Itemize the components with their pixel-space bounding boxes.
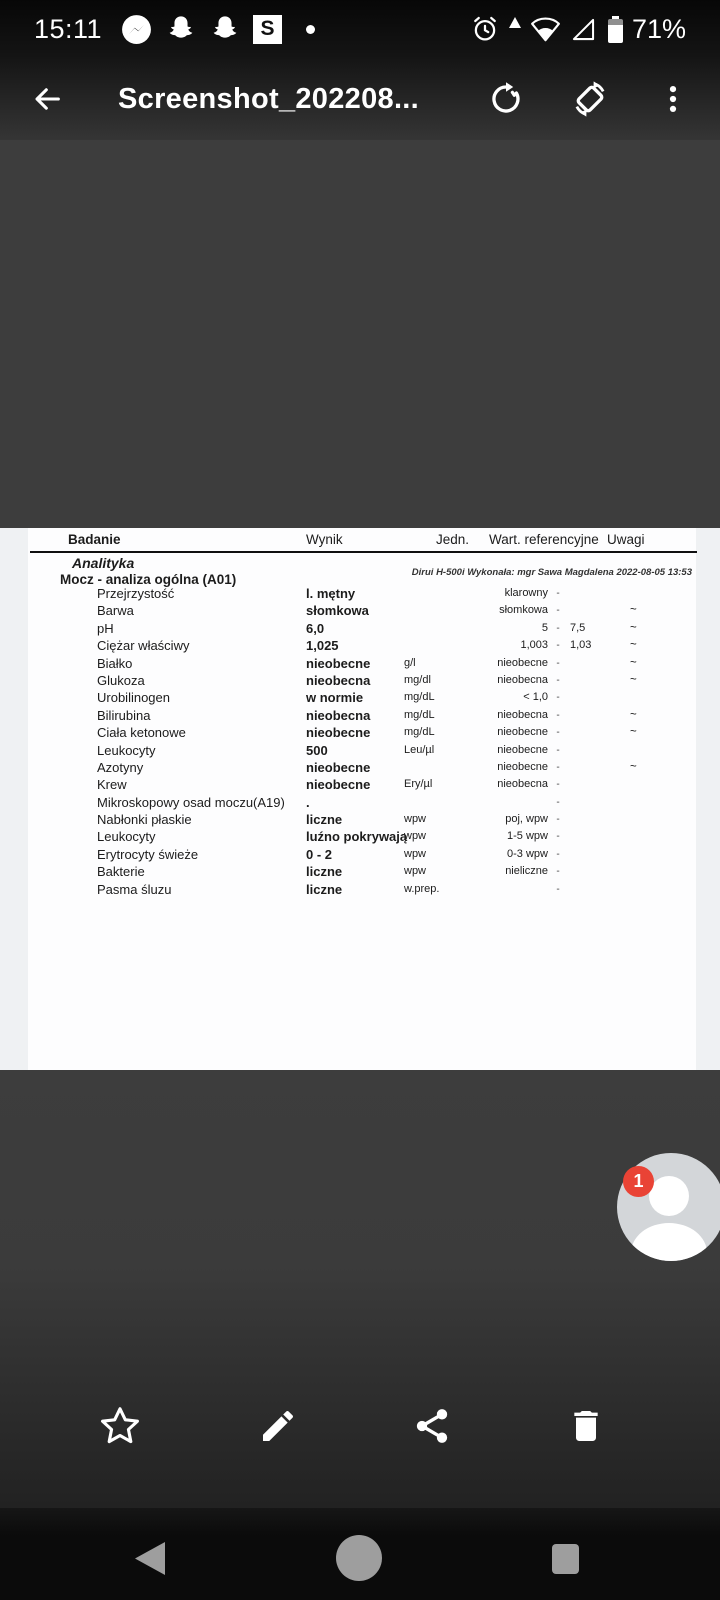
reference-low: nieobecna	[497, 673, 548, 686]
test-name: Przejrzystość	[97, 586, 175, 601]
messenger-notification-icon	[120, 13, 153, 46]
test-unit: wpw	[404, 847, 427, 860]
reference-low: < 1,0	[523, 691, 548, 704]
table-row	[0, 689, 720, 706]
test-result: w normie	[306, 690, 364, 706]
reference-dash: -	[556, 605, 560, 617]
reference-low: 1-5 wpw	[507, 830, 548, 843]
remarks-mark: ~	[630, 673, 637, 686]
test-unit: mg/dL	[404, 726, 435, 739]
table-row	[0, 655, 720, 672]
table-row	[0, 881, 720, 898]
test-name: Ciężar właściwy	[97, 638, 190, 654]
snapchat-notification-icon	[165, 13, 197, 45]
reference-dash: -	[556, 796, 560, 808]
reference-low: nieliczne	[505, 865, 548, 878]
test-name: Nabłonki płaskie	[97, 812, 192, 828]
reference-low: poj, wpw	[505, 813, 548, 826]
reference-low: nieobecna	[497, 778, 548, 791]
cellular-signal-icon	[570, 16, 597, 43]
reference-dash: -	[556, 831, 560, 843]
section-title: Analityka	[72, 555, 135, 571]
alarm-clock-icon	[470, 14, 500, 44]
nav-recents-button[interactable]	[552, 1544, 579, 1574]
back-arrow-icon[interactable]	[30, 82, 64, 116]
reference-low: 5	[541, 621, 548, 634]
notification-badge: 1	[623, 1166, 654, 1197]
share-button[interactable]	[410, 1404, 454, 1448]
column-header-wynik: Wynik	[306, 532, 343, 547]
reference-low: słomkowa	[499, 604, 548, 617]
nav-home-button[interactable]	[336, 1535, 382, 1581]
test-name: Pasma śluzu	[97, 881, 172, 897]
test-name: Mikroskopowy osad moczu(A19)	[97, 794, 285, 810]
test-result: luźno pokrywają	[306, 829, 408, 845]
reference-dash: -	[556, 674, 560, 686]
reference-dash: -	[556, 588, 560, 599]
test-result: liczne	[306, 812, 343, 828]
table-row	[0, 742, 720, 759]
vpn-triangle-icon	[509, 17, 521, 42]
reference-dash: -	[556, 744, 560, 756]
test-result: 6,0	[306, 620, 325, 636]
table-row	[0, 620, 720, 637]
test-name: Erytrocyty świeże	[97, 846, 199, 862]
test-name: Białko	[97, 655, 133, 671]
snapchat-notification-icon	[209, 13, 241, 45]
test-unit: wpw	[404, 813, 427, 826]
test-result: .	[306, 794, 310, 810]
test-unit: g/l	[404, 656, 416, 669]
table-row	[0, 794, 720, 811]
test-name: Krew	[97, 777, 127, 793]
reference-dash: -	[556, 657, 560, 669]
reference-low: 1,003	[520, 639, 548, 652]
table-row	[0, 863, 720, 880]
test-unit: w.prep.	[404, 882, 440, 895]
table-row	[0, 846, 720, 863]
column-header-uwagi: Uwagi	[607, 532, 645, 547]
test-name: Leukocyty	[97, 829, 156, 845]
reference-dash: -	[556, 848, 560, 860]
test-result: słomkowa	[306, 603, 369, 619]
column-header-jedn: Jedn.	[436, 532, 470, 547]
test-unit: mg/dL	[404, 708, 435, 721]
test-name: Bakterie	[97, 864, 145, 880]
test-unit: Ery/µl	[404, 778, 433, 791]
reference-dash: -	[556, 709, 560, 721]
rotate-screen-icon[interactable]	[570, 79, 610, 119]
table-row	[0, 672, 720, 689]
test-result: nieobecne	[306, 759, 371, 775]
table-row	[0, 585, 720, 602]
test-unit: Leu/µl	[404, 743, 435, 756]
remarks-mark: ~	[630, 639, 637, 652]
reference-dash: -	[556, 883, 560, 895]
battery-percent: 71%	[631, 13, 686, 44]
table-row	[0, 707, 720, 724]
reference-dash: -	[556, 640, 560, 652]
test-name: pH	[97, 620, 114, 636]
table-row	[0, 776, 720, 793]
test-result: nieobecne	[306, 777, 371, 793]
table-header-rule	[30, 551, 697, 553]
wifi-icon	[530, 15, 561, 43]
test-unit: mg/dl	[404, 673, 431, 686]
test-result: 500	[306, 742, 328, 758]
reference-dash: -	[556, 727, 560, 739]
test-name: Barwa	[97, 603, 134, 619]
reference-dash: -	[556, 866, 560, 878]
screenshot-filename-title: Screenshot_202208...	[118, 82, 420, 115]
test-result: 0 - 2	[306, 846, 333, 862]
app-bar	[0, 58, 720, 140]
remarks-mark: ~	[630, 708, 637, 721]
edit-pencil-button[interactable]	[256, 1404, 300, 1448]
person-icon	[649, 1176, 689, 1216]
column-header-referencyjne: Wart. referencyjne	[489, 532, 599, 547]
test-result: nieobecna	[306, 672, 371, 688]
lab-rows	[0, 585, 720, 898]
table-row	[0, 811, 720, 828]
test-result: nieobecna	[306, 707, 371, 723]
status-bar	[0, 0, 720, 58]
reference-dash: -	[556, 692, 560, 704]
remarks-mark: ~	[630, 726, 637, 739]
reference-dash: -	[556, 761, 560, 773]
test-result: liczne	[306, 864, 343, 880]
reference-high: 1,03	[570, 639, 592, 652]
person-icon	[631, 1223, 707, 1261]
column-header-badanie: Badanie	[68, 532, 121, 547]
test-unit: wpw	[404, 865, 427, 878]
test-name: Ciała ketonowe	[97, 725, 186, 741]
remarks-mark: ~	[630, 621, 637, 634]
test-result: nieobecne	[306, 655, 371, 671]
favorite-star-button[interactable]	[98, 1404, 142, 1448]
test-name: Leukocyty	[97, 742, 156, 758]
test-name: Azotyny	[97, 759, 144, 775]
reference-low: klarowny	[504, 587, 548, 599]
table-row	[0, 724, 720, 741]
table-row	[0, 759, 720, 776]
remarks-mark: ~	[630, 604, 637, 617]
test-result: liczne	[306, 881, 343, 897]
test-name: Urobilinogen	[97, 690, 170, 706]
table-row	[0, 602, 720, 619]
reference-dash: -	[556, 814, 560, 826]
delete-trash-button[interactable]	[564, 1404, 608, 1448]
reference-low: nieobecna	[497, 708, 548, 721]
table-row	[0, 828, 720, 845]
reference-high: 7,5	[570, 621, 586, 634]
remarks-mark: ~	[630, 760, 637, 773]
reference-low: nieobecne	[497, 656, 548, 669]
test-unit: wpw	[404, 830, 427, 843]
reference-low: nieobecne	[497, 726, 548, 739]
more-notifications-dot-icon	[306, 25, 315, 34]
reference-low: nieobecne	[497, 760, 548, 773]
slideshow-refresh-icon[interactable]	[488, 81, 524, 117]
s-app-notification-icon: S	[253, 15, 282, 44]
lab-report-document	[0, 528, 720, 1070]
overflow-menu-icon[interactable]	[656, 82, 690, 116]
remarks-mark: ~	[630, 656, 637, 669]
test-name: Glukoza	[97, 672, 145, 688]
reference-low: nieobecne	[497, 743, 548, 756]
nav-back-button[interactable]	[135, 1542, 165, 1575]
test-result: l. mętny	[306, 586, 356, 601]
test-name: Bilirubina	[97, 707, 151, 723]
reference-low: 0-3 wpw	[507, 847, 548, 860]
reference-dash: -	[556, 779, 560, 791]
battery-icon	[608, 16, 623, 43]
reference-dash: -	[556, 622, 560, 634]
table-row	[0, 637, 720, 654]
test-result: 1,025	[306, 638, 339, 654]
test-result: nieobecne	[306, 725, 371, 741]
test-unit: mg/dL	[404, 691, 435, 704]
clock-time: 15:11	[34, 13, 103, 44]
device-performer-note: Dirui H-500i Wykonała: mgr Sawa Magdalena 2022-08-05 13:53	[411, 567, 692, 578]
panel-title: Mocz - analiza ogólna (A01)	[60, 572, 237, 587]
